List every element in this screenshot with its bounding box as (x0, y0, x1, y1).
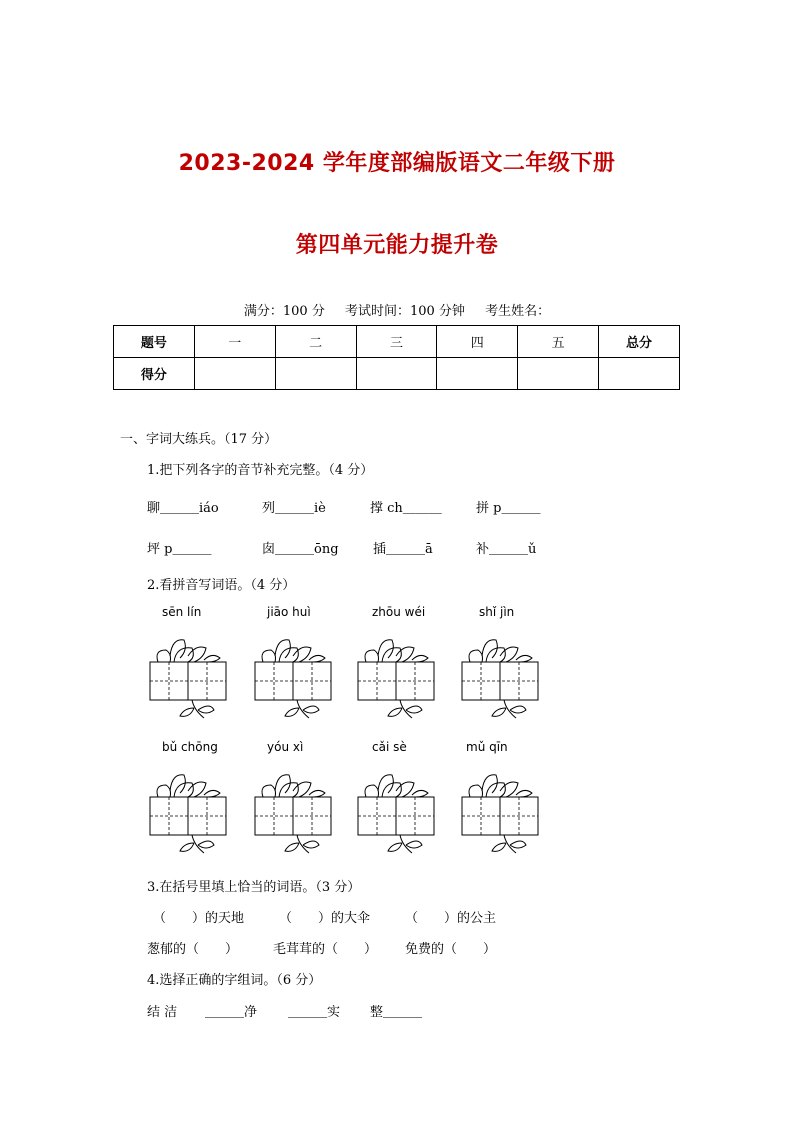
pinyin-label: mǔ qīn (466, 740, 508, 754)
pinyin-label: bǔ chōng (162, 740, 218, 754)
q1-item[interactable]: 囱＿＿＿ōng (262, 542, 339, 557)
exam-time: 考试时间：100 分钟 (344, 304, 465, 319)
score-input-cell[interactable] (599, 358, 680, 390)
q1-item[interactable]: 插＿＿＿ā (373, 542, 433, 557)
q1-item[interactable]: 坪 p＿＿＿ (147, 542, 212, 557)
q3-item[interactable]: （ ）的公主 (405, 911, 497, 926)
q4-item[interactable]: 整＿＿＿ (370, 1005, 423, 1020)
q3-prompt: 3.在括号里填上恰当的词语。（3 分） (147, 880, 361, 895)
student-name-label: 考生姓名： (485, 304, 551, 319)
score-table (113, 325, 680, 390)
score-table-cell: 总分 (599, 326, 680, 358)
q1-item[interactable]: 拼 p＿＿＿ (476, 501, 541, 516)
writing-grid-cell-pair[interactable] (253, 636, 333, 725)
pinyin-label: cǎi sè (372, 740, 407, 754)
writing-grid-cell-pair[interactable] (148, 771, 228, 860)
writing-grid-cell-pair[interactable] (356, 771, 436, 860)
score-table-score-row (114, 358, 680, 390)
q1-prompt: 1.把下列各字的音节补充完整。（4 分） (147, 463, 374, 478)
q4-item[interactable]: ＿＿＿实 (288, 1005, 341, 1020)
score-input-cell[interactable] (194, 358, 275, 390)
pinyin-label: yóu xì (267, 740, 304, 754)
q3-item[interactable]: 毛茸茸的（ ） (273, 942, 378, 957)
score-input-cell[interactable] (518, 358, 599, 390)
score-input-cell[interactable] (437, 358, 518, 390)
q4-item[interactable]: ＿＿＿净 (205, 1005, 258, 1020)
q3-item[interactable]: （ ）的大伞 (279, 911, 371, 926)
pinyin-label: sēn lín (162, 605, 202, 619)
full-score: 满分：100 分 (243, 304, 325, 319)
pinyin-label: zhōu wéi (372, 605, 426, 619)
score-table-cell: 二 (275, 326, 356, 358)
pinyin-label: shǐ jìn (479, 605, 515, 619)
pinyin-label: jiāo huì (267, 605, 311, 619)
q3-item[interactable]: 免费的（ ） (405, 942, 497, 957)
score-input-cell[interactable] (356, 358, 437, 390)
score-table-cell: 四 (437, 326, 518, 358)
score-input-cell[interactable] (275, 358, 356, 390)
writing-grid-cell-pair[interactable] (356, 636, 436, 725)
title-line-2: 第四单元能力提升卷 (295, 233, 499, 258)
score-table-cell: 三 (356, 326, 437, 358)
q3-item[interactable]: （ ）的天地 (153, 911, 245, 926)
writing-grid-cell-pair[interactable] (460, 771, 540, 860)
writing-grid-cell-pair[interactable] (148, 636, 228, 725)
q1-item[interactable]: 撑 ch＿＿＿ (370, 501, 442, 516)
score-table-cell: 得分 (114, 358, 195, 390)
q4-character-pair: 结 洁 (147, 1005, 178, 1020)
q1-item[interactable]: 聊＿＿＿iáo (147, 501, 219, 516)
score-table-cell: 五 (518, 326, 599, 358)
section1-heading: 一、字词大练兵。（17 分） (120, 432, 278, 447)
score-table-header-row (114, 326, 680, 358)
q4-prompt: 4.选择正确的字组词。（6 分） (147, 973, 322, 988)
score-table-cell: 一 (194, 326, 275, 358)
q3-item[interactable]: 葱郁的（ ） (147, 942, 239, 957)
writing-grid-cell-pair[interactable] (253, 771, 333, 860)
writing-grid-cell-pair[interactable] (460, 636, 540, 725)
q1-item[interactable]: 列＿＿＿iè (262, 501, 326, 516)
title-line-1: 2023-2024 学年度部编版语文二年级下册 (178, 151, 616, 176)
exam-meta (0, 300, 794, 319)
score-table-cell: 题号 (114, 326, 195, 358)
q2-prompt: 2.看拼音写词语。（4 分） (147, 578, 296, 593)
q1-item[interactable]: 补＿＿＿ǔ (476, 542, 537, 557)
